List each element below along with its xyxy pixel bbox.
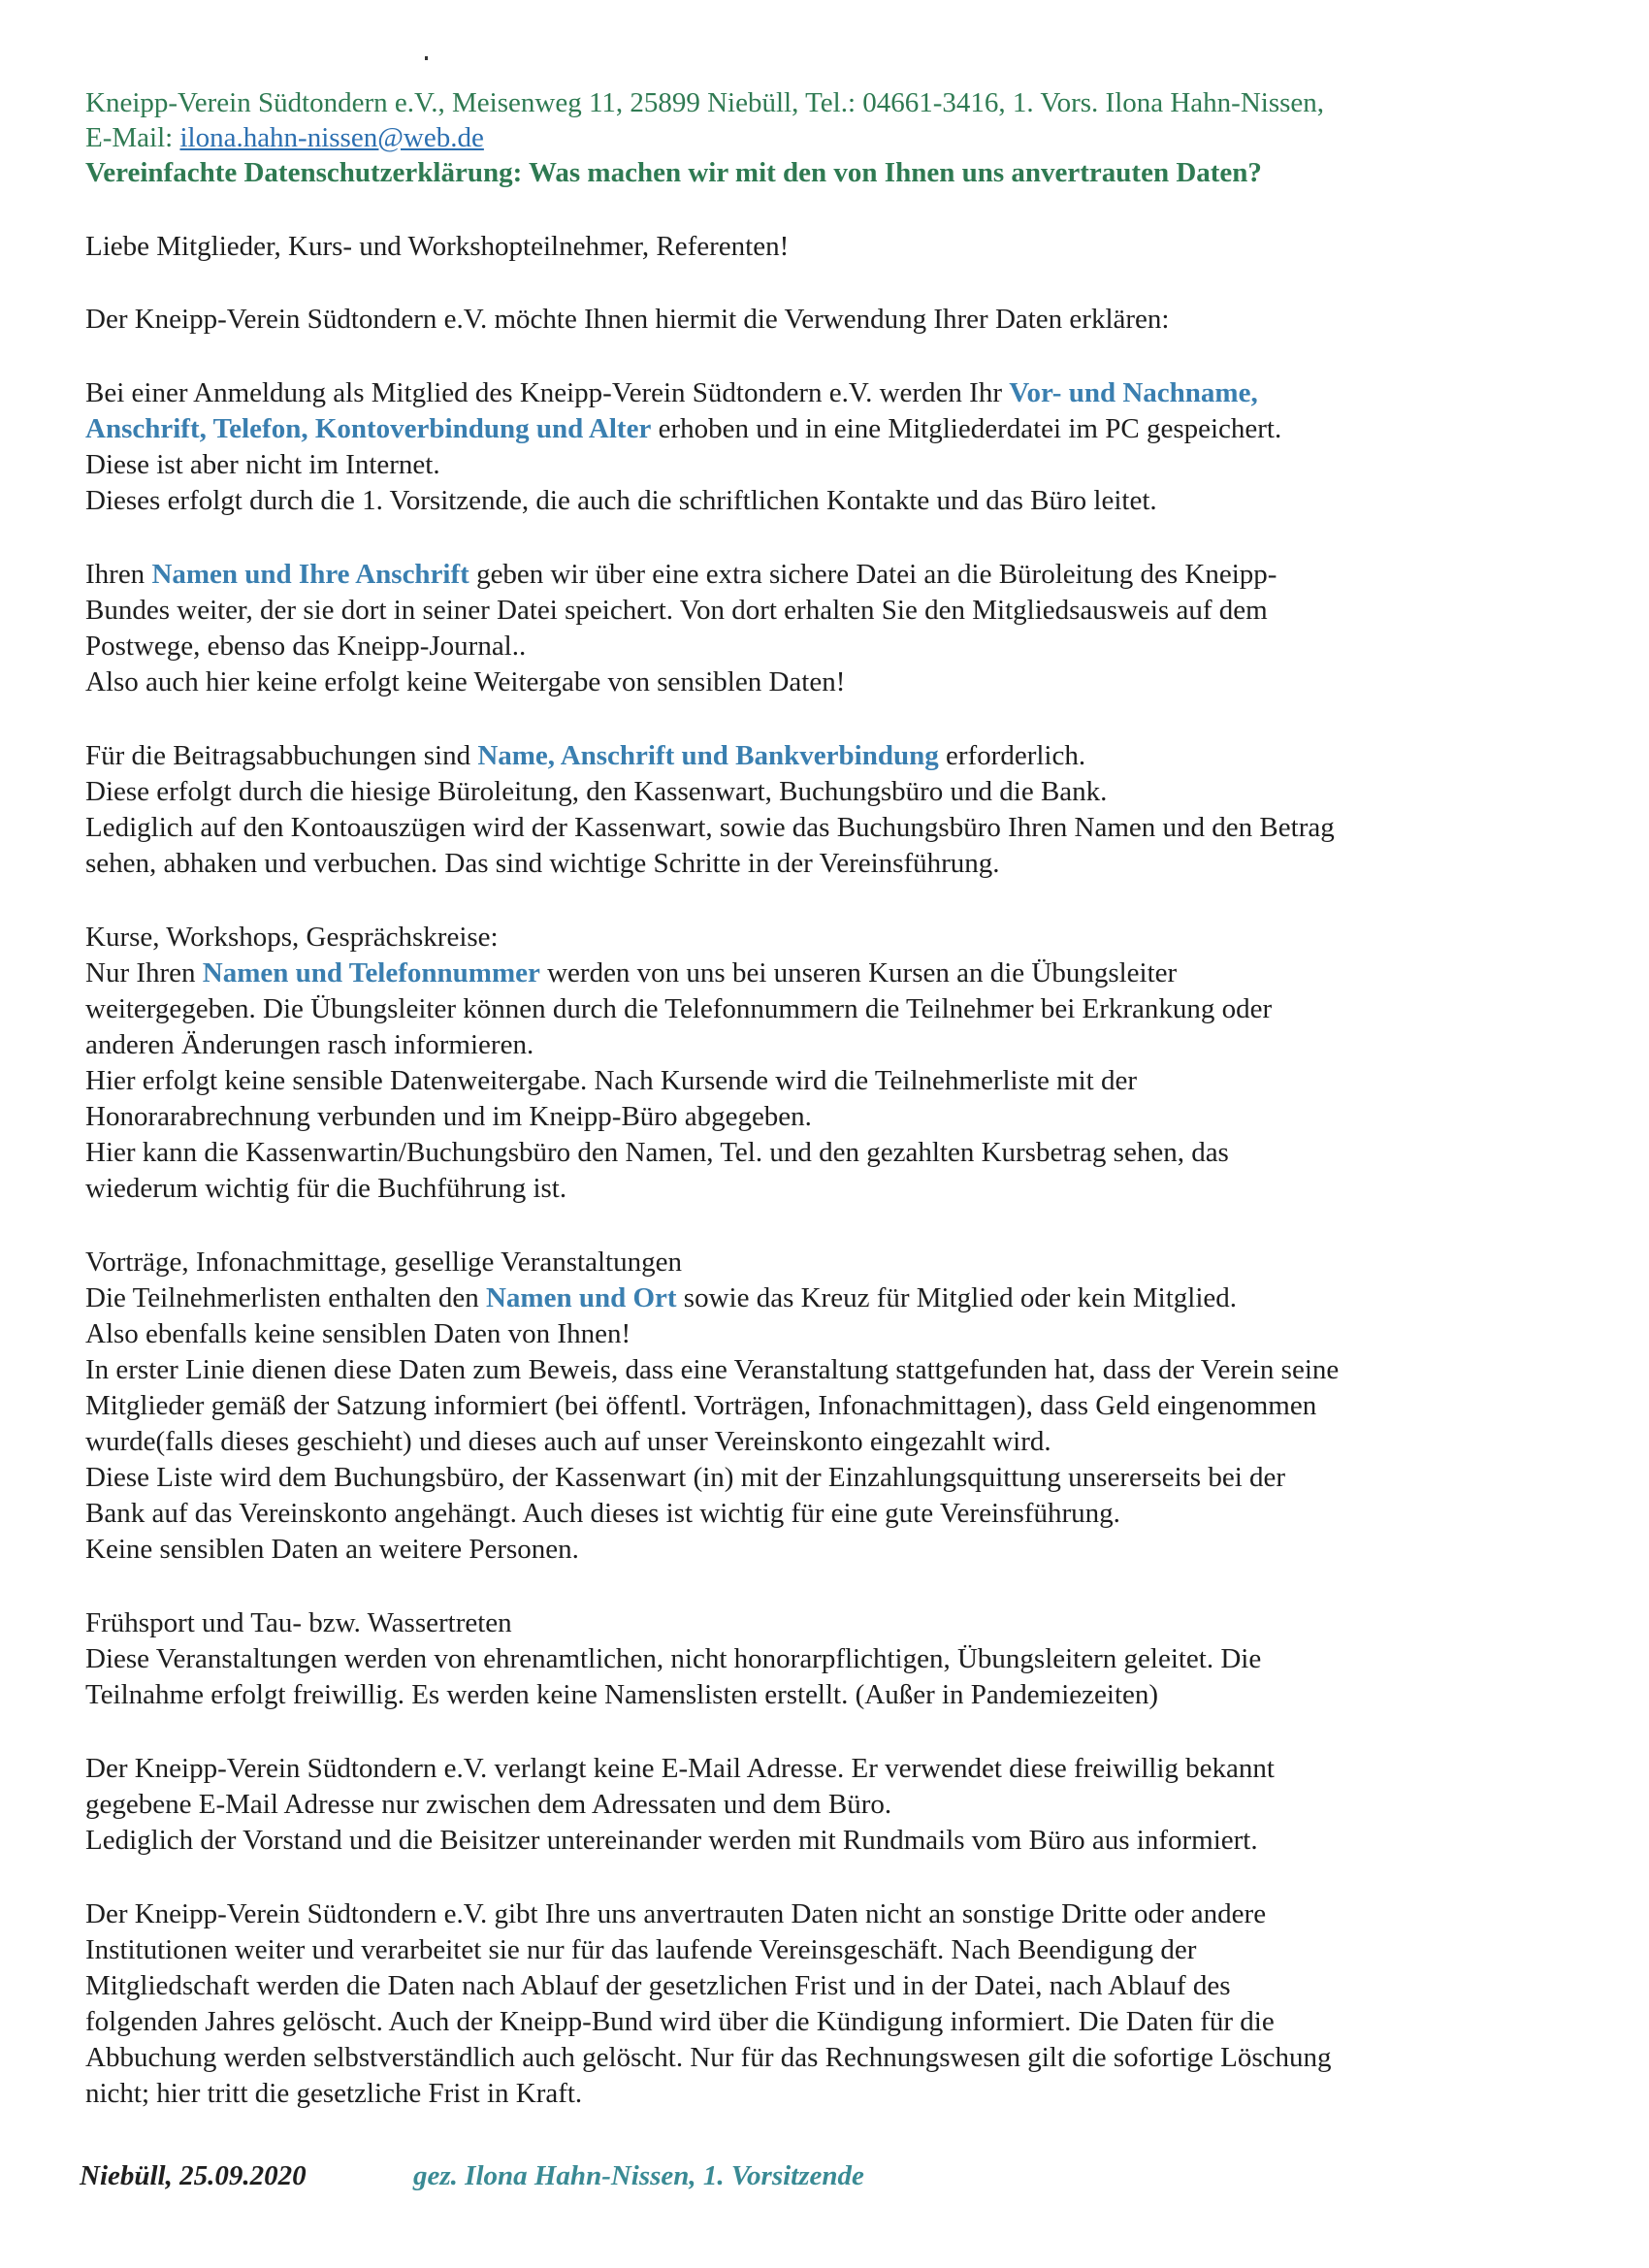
p5-text: sowie das Kreuz für Mitglied oder kein Mitglied.	[676, 1282, 1237, 1313]
p5-highlight: Namen und Ort	[485, 1282, 677, 1313]
p5-line-1	[85, 1280, 1237, 1315]
p5-line-5: wurde(falls dieses geschieht) und dieses auch auf unser Vereinskonto eingezahlt wird.	[85, 1426, 1051, 1457]
p2-line-1	[85, 557, 1277, 592]
p7-line-2: gegebene E-Mail Adresse nur zwischen dem Adressaten und dem Büro.	[85, 1789, 892, 1820]
p6-line-2: Teilnahme erfolgt freiwillig. Es werden keine Namenslisten erstellt. (Außer in Pandemiezeiten)	[85, 1679, 1159, 1710]
p8-line-1: Der Kneipp-Verein Südtondern e.V. gibt Ihre uns anvertrauten Daten nicht an sonstige Dritte oder andere	[85, 1898, 1267, 1929]
p4-line-6: Hier kann die Kassenwartin/Buchungsbüro den Namen, Tel. und den gezahlten Kursbetrag sehen, das	[85, 1137, 1229, 1168]
p2-line-3: Postwege, ebenso das Kneipp-Journal..	[85, 631, 527, 662]
p4-text: werden von uns bei unseren Kursen an die Übungsleiter	[539, 957, 1178, 988]
p7-line-1: Der Kneipp-Verein Südtondern e.V. verlangt keine E-Mail Adresse. Er verwendet diese freiwillig bekannt	[85, 1753, 1275, 1784]
p5-line-8: Keine sensiblen Daten an weitere Personen.	[85, 1534, 579, 1565]
p3-line-1	[85, 738, 1085, 773]
p5-line-7: Bank auf das Vereinskonto angehängt. Auch dieses ist wichtig für eine gute Vereinsführung.	[85, 1498, 1120, 1529]
p1-line-3: Diese ist aber nicht im Internet.	[85, 449, 440, 480]
p3-line-3: Lediglich auf den Kontoauszügen wird der Kassenwart, sowie das Buchungsbüro Ihren Namen und den Betrag	[85, 812, 1335, 843]
email-label: E-Mail:	[85, 122, 180, 153]
p5-line-3: In erster Linie dienen diese Daten zum Beweis, dass eine Veranstaltung stattgefunden hat, dass der Verein seine	[85, 1354, 1340, 1385]
p8-line-5: Abbuchung werden selbstverständlich auch gelöscht. Nur für das Rechnungswesen gilt die sofortige Löschung	[85, 2042, 1332, 2073]
p6-heading: Frühsport und Tau- bzw. Wassertreten	[85, 1607, 512, 1638]
p2-highlight: Namen und Ihre Anschrift	[151, 559, 469, 590]
p5-line-2: Also ebenfalls keine sensiblen Daten von Ihnen!	[85, 1318, 631, 1349]
p4-line-3: anderen Änderungen rasch informieren.	[85, 1029, 534, 1060]
p4-line-1	[85, 956, 1177, 990]
p1-text: erhoben und in eine Mitgliederdatei im PC gespeichert.	[651, 413, 1282, 444]
p4-heading: Kurse, Workshops, Gesprächskreise:	[85, 922, 499, 953]
p8-line-4: folgenden Jahres gelöscht. Auch der Kneipp-Bund wird über die Kündigung informiert. Die Daten für die	[85, 2006, 1275, 2037]
intro: Der Kneipp-Verein Südtondern e.V. möchte Ihnen hiermit die Verwendung Ihrer Daten erklären:	[85, 304, 1170, 335]
p8-line-2: Institutionen weiter und verarbeitet sie nur für das laufende Vereinsgeschäft. Nach Beendigung der	[85, 1934, 1197, 1965]
scan-speck	[425, 56, 428, 60]
p2-line-2: Bundes weiter, der sie dort in seiner Datei speichert. Von dort erhalten Sie den Mitgliedsausweis auf dem	[85, 595, 1268, 626]
p1-text: Bei einer Anmeldung als Mitglied des Kneipp-Verein Südtondern e.V. werden Ihr	[85, 377, 1010, 408]
p6-line-1: Diese Veranstaltungen werden von ehrenamtlichen, nicht honorarpflichtigen, Übungsleitern geleitet. Die	[85, 1643, 1262, 1674]
signature-date: Niebüll, 25.09.2020	[80, 2160, 307, 2191]
p4-text: Nur Ihren	[85, 957, 203, 988]
p2-line-4: Also auch hier keine erfolgt keine Weitergabe von sensiblen Daten!	[85, 666, 846, 697]
p1-highlight: Anschrift, Telefon, Kontoverbindung und Alter	[85, 413, 652, 444]
p7-line-3: Lediglich der Vorstand und die Beisitzer untereinander werden mit Rundmails vom Büro aus informiert.	[85, 1825, 1258, 1856]
p3-line-4: sehen, abhaken und verbuchen. Das sind wichtige Schritte in der Vereinsführung.	[85, 848, 1000, 879]
p5-heading: Vorträge, Infonachmittage, gesellige Veranstaltungen	[85, 1247, 682, 1278]
p1-line-1	[85, 375, 1258, 410]
p2-text: geben wir über eine extra sichere Datei an die Büroleitung des Kneipp-	[469, 559, 1277, 590]
p4-line-7: wiederum wichtig für die Buchführung ist.	[85, 1173, 567, 1204]
p8-line-6: nicht; hier tritt die gesetzliche Frist in Kraft.	[85, 2078, 583, 2109]
document-title: Vereinfachte Datenschutzerklärung: Was machen wir mit den von Ihnen uns anvertrauten Daten?	[85, 157, 1262, 188]
p5-line-4: Mitglieder gemäß der Satzung informiert (bei öffentl. Vorträgen, Infonachmittagen), dass Geld eingenommen	[85, 1390, 1317, 1421]
email-link[interactable]: ilona.hahn-nissen@web.de	[179, 122, 484, 153]
p4-line-2: weitergegeben. Die Übungsleiter können durch die Telefonnummern die Teilnehmer bei Erkrankung oder	[85, 993, 1273, 1024]
header-email-line	[85, 120, 484, 155]
p2-text: Ihren	[85, 559, 152, 590]
p4-line-5: Honorarabrechnung verbunden und im Kneipp-Büro abgegeben.	[85, 1101, 812, 1132]
p5-text: Die Teilnehmerlisten enthalten den	[85, 1282, 486, 1313]
p5-line-6: Diese Liste wird dem Buchungsbüro, der Kassenwart (in) mit der Einzahlungsquittung unsererseits bei der	[85, 1462, 1286, 1493]
p8-line-3: Mitgliedschaft werden die Daten nach Ablauf der gesetzlichen Frist und in der Datei, nach Ablauf des	[85, 1970, 1231, 2001]
p3-highlight: Name, Anschrift und Bankverbindung	[477, 740, 939, 771]
p3-text: Für die Beitragsabbuchungen sind	[85, 740, 478, 771]
p1-line-4: Dieses erfolgt durch die 1. Vorsitzende, die auch die schriftlichen Kontakte und das Büro leitet.	[85, 485, 1157, 516]
p4-highlight: Namen und Telefonnummer	[202, 957, 540, 988]
header-address: Kneipp-Verein Südtondern e.V., Meisenweg 11, 25899 Niebüll, Tel.: 04661-3416, 1. Vors. Ilona Hahn-Nissen,	[85, 87, 1325, 118]
p4-line-4: Hier erfolgt keine sensible Datenweitergabe. Nach Kursende wird die Teilnehmerliste mit der	[85, 1065, 1138, 1096]
signature-name: gez. Ilona Hahn-Nissen, 1. Vorsitzende	[413, 2160, 864, 2191]
p1-line-2	[85, 411, 1281, 446]
greeting: Liebe Mitglieder, Kurs- und Workshopteilnehmer, Referenten!	[85, 231, 790, 262]
p3-text: erforderlich.	[938, 740, 1086, 771]
p1-highlight: Vor- und Nachname,	[1009, 377, 1258, 408]
p3-line-2: Diese erfolgt durch die hiesige Büroleitung, den Kassenwart, Buchungsbüro und die Bank.	[85, 776, 1108, 807]
